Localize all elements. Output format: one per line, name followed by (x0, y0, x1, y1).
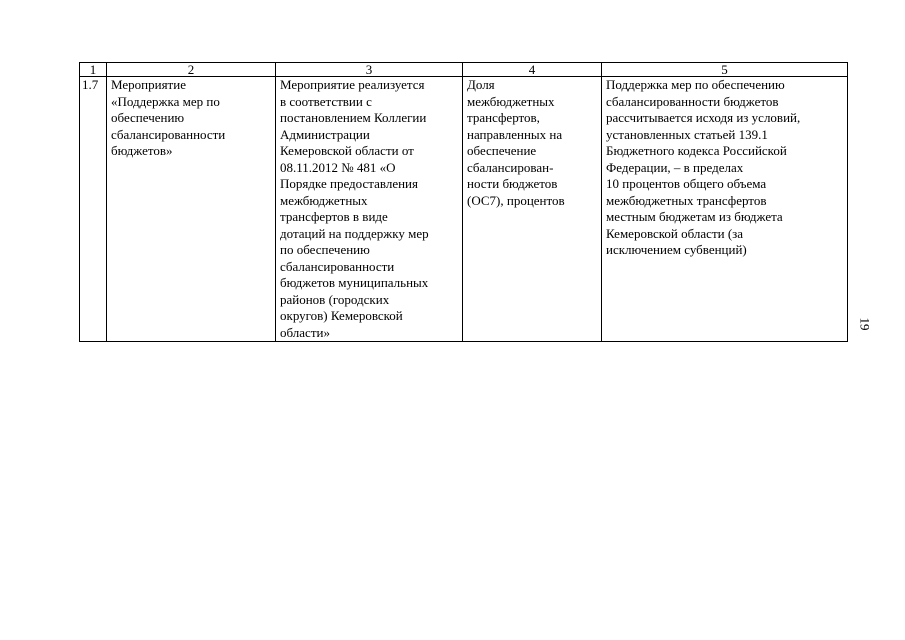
calculation-line: Бюджетного кодекса Российской (606, 143, 787, 158)
legal-basis-line: в соответствии с (280, 93, 372, 109)
indicator-line: (ОС7), процентов (467, 192, 565, 208)
legal-basis-line: 08.11.2012 № 481 «О (280, 159, 396, 175)
calculation-line: установленных статьей 139.1 (606, 126, 768, 142)
event-name-line: бюджетов» (111, 143, 173, 158)
column-number-4: 4 (463, 63, 602, 77)
column-number-1: 1 (80, 63, 107, 77)
legal-basis-line: сбалансированности (280, 258, 395, 274)
legal-basis-line: Кемеровской области от (280, 143, 414, 158)
calculation-line: Кемеровской области (за (606, 225, 744, 241)
legal-basis-line: Администрации (280, 126, 370, 142)
column-number-3: 3 (276, 63, 463, 77)
calculation-line: Поддержка мер по обеспечению (606, 77, 785, 92)
page-number: 19 (857, 317, 873, 331)
indicator-line: обеспечение (467, 143, 537, 158)
legal-basis-line: дотаций на поддержку мер (280, 225, 429, 241)
legal-basis-line: области» (280, 324, 330, 340)
calculation-line: местным бюджетам из бюджета (606, 209, 783, 224)
event-name-line: «Поддержка мер по (111, 93, 220, 109)
calculation-line: рассчитывается исходя из условий, (606, 110, 801, 125)
column-number-5: 5 (602, 63, 848, 77)
column-number-row (80, 63, 848, 77)
indicator-line: трансфертов, (467, 110, 540, 125)
indicator-line: межбюджетных (467, 93, 555, 109)
calculation-cell (602, 77, 848, 342)
legal-basis-line: Порядке предоставления (280, 176, 418, 191)
legal-basis-line: бюджетов муниципальных (280, 275, 429, 290)
event-name-line: обеспечению (111, 110, 185, 125)
calculation-line: сбалансированности бюджетов (606, 93, 779, 109)
calculation-line: исключением субвенций) (606, 242, 747, 257)
legal-basis-line: постановлением Коллегии (280, 110, 427, 125)
legal-basis-line: межбюджетных (280, 192, 368, 208)
event-name-cell (107, 77, 276, 342)
legal-basis-line: Мероприятие реализуется (280, 77, 425, 92)
legal-basis-cell (276, 77, 463, 342)
legal-basis-line: трансфертов в виде (280, 209, 388, 224)
calculation-line: 10 процентов общего объема (606, 176, 767, 191)
legal-basis-line: округов) Кемеровской (280, 308, 403, 323)
event-name-line: Мероприятие (111, 77, 186, 92)
indicator-line: направленных на (467, 126, 563, 142)
row-number: 1.7 (80, 77, 107, 342)
table-row (80, 77, 848, 342)
indicator-cell (463, 77, 602, 342)
measures-table (79, 62, 848, 342)
indicator-line: сбалансирован- (467, 159, 554, 175)
indicator-line: ности бюджетов (467, 176, 558, 191)
event-name-line: сбалансированности (111, 126, 226, 142)
column-number-2: 2 (107, 63, 276, 77)
calculation-line: межбюджетных трансфертов (606, 192, 767, 208)
indicator-line: Доля (467, 77, 495, 92)
calculation-line: Федерации, – в пределах (606, 159, 744, 175)
legal-basis-line: районов (городских (280, 291, 390, 307)
legal-basis-line: по обеспечению (280, 242, 370, 257)
